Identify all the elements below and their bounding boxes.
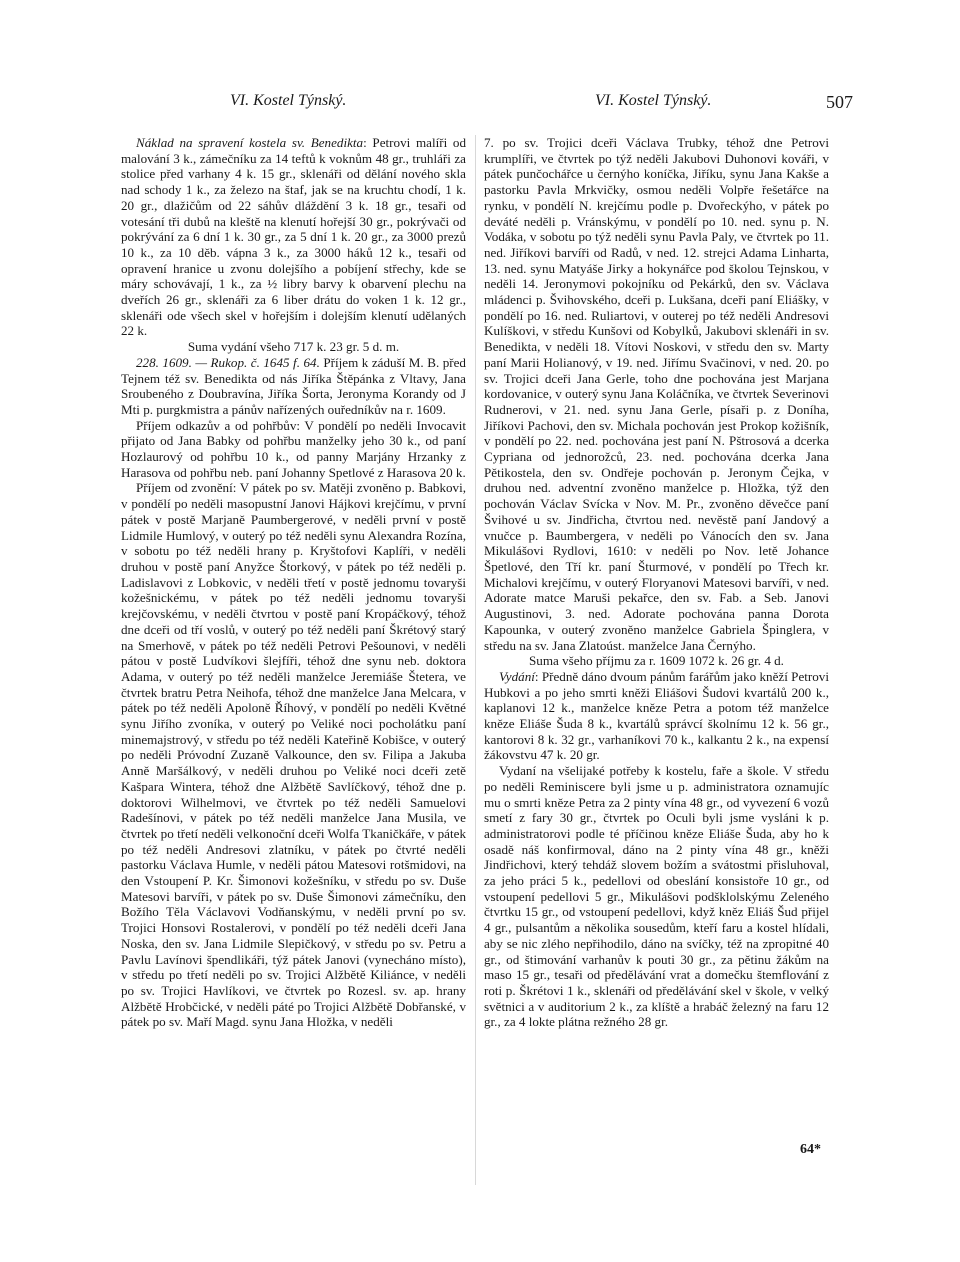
paragraph-text: Vydaní na všelijaké potřeby k kostelu, faře a škole. V středu po neděli Reminiscere byli jsme u p. administratora oznamujíc mu o smrti kněze Petra za 2 pinty vína 48 gr., od vyvezení 6 vozů smetí z fary 30 gr., čtvrtek po Oculi byli jsme vysláni k p. administratorovi podle té příčinou kněze Eliáše Šuda, aby ho k osadě náš konfirmoval, dáno na 2 pinty vína 48 gr., kněži Jindřichovi, který tehdáž slovem božím a svátostmi přisluhoval, za jeho práci 5 k., pedellovi od obeslání konsistoře 10 gr., od vstoupení pedellovi 5 gr., Mikulášovi podšklolskýmu Zeleného čtvrtku 15 gr., od vstoupení pedellovi, když kněz Eliáš Šud přijel 4 gr., pulsantům a několika sousedům, kteří faru a kostel hlídali, aby se nic zlého nepřihodilo, dáno na svíčky, též na zpropitné 40 gr., od štimování varhanův k pouti 30 gr., za pětinu žákům na maso 15 gr., tesaři od předělávání vrat a domečku štemflování z roti p. Škrétovi 1 k., sklenáři od předělávání skel v škole, v velký světnici a v auditorium 2 k., za klíště a hrabáč železný na faru 12 gr., za 4 lokte plátna režného 28 gr. — [484, 763, 829, 1030]
paragraph-text: : V pondělí po neděli Invocavit přijato od Jana Babky od pohřbu manželky jeho 30 k., od paní Hozlaurový od pohřbu 10 k., od panny Marjány Hrzanky z Harasova od pohřbu neb. paní Johanny Spetlové z Harasova 20 k. — [121, 417, 466, 480]
paragraph — [484, 763, 829, 1030]
paragraph-text: 7. po sv. Trojici dceři Václava Trubky, téhož dne Petrovi krumplíři, ve čtvrtek po týž neděli Jakubovi Duhonovi kováři, v pátek punčochářce u černýho koníčka, Jiříku, synu Jana Kakše a pastorku Pavla Mrkvičky, osmou neděli Volpře řešetářce na rynku, v pondělí N. krejčímu podle p. Dvořeckýho, v pátek po deváté neděli p. Vránskýmu, v pondělí po 10. ned. synu p. N. Vodáka, v sobotu po týž neděli synu Pavla Paly, ve čtvrtek po 11. ned. Jiříkovi barvíři od Radů, v ned. 12. strejci Adama Linharta, 13. ned. synu Matyáše Jirky a hokynářce pod školou Tejnskou, v neděli 14. Jeronymovi pokojníku od Pekárků, den sv. Václava mládenci p. Švihovského, dceři p. Lukšana, dceři paní Eliášky, v pondělí po 16. ned. Ruliartovi, v outerej po též neděli Andresovi Kulíškovi, v středu Kunšovi od Kobylků, Jakubovi sklenáři in sv. Benedikta, v neděli 18. Vítovi Noskovi, v středu den sv. Marty paní Marii Holianový, v 19. ned. Jiřímu Svačinovi, v ned. 20. po sv. Trojici dceři Jana Gerle, toho dne pochována jest Marjana kordovanice, v outerý synu Jana Koláčníka, ve čtvrtek Severinovi Rudnerovi, v 21. ned. synu Jana Gerle, písaři p. z Doníha, Jiříkovi Pachovi, den sv. Michala pochován jest Prokop kožišník, v pondělí po 22. ned. pochována jest paní N. Pštrosová a dcerka Cypriana od jednorožců, 23. ned. pochována dcerka Jana Pětikostela, den sv. Ondřeje pochován p. Jeronym Čejka, v druhou ned. adventní zvoněno manželce p. Hložka, týž den pochován Václav Svícka v Nov. M. Pr., zvoněno děvečce paní Švihové u sv. Jindřicha, čtvrtou ned. nevěstě paní Jandový a vnučce p. Baumbergera, v neděli po Vánocích den sv. Jana Mikulášovi Rydlovi, 1610: v neděli po Nov. letě Johance Špetlové, den Tří kr. paní Šturmové, v pondělí po Třech kr. Michalovi krejčímu, v outerý Floryanovi Matesovi barvíři, v ned. Adorate matce Maruši pekařce, den sv. Fab. a Seb. Janovi Augustinovi, 3. ned. Adorate pochována panna Dorota Kapounka, v outerý zvoněno manželce Gabriela Špinglera, v středu na sv. Jana Zlatoúst. manželce Jana Černýho. — [484, 135, 829, 653]
running-title-right: VI. Kostel Týnský. — [595, 92, 712, 109]
paragraph-lead: Náklad na spravení kostela sv. Benedikta — [136, 135, 364, 150]
paragraph-text: Suma všeho příjmu za r. 1609 1072 k. 26 gr. 4 d. — [529, 653, 784, 669]
paragraph-sum — [484, 653, 829, 669]
signature-mark: 64* — [800, 1142, 821, 1157]
paragraph-lead: Vydání — [499, 668, 535, 684]
paragraph-text: : Předně dáno dvoum pánům farářům jako kněží Petrovi Hubkovi a po jeho smrti kněži Eliášovi Šudovi kvartálů 200 k., kaplanovi 12 k., manželce kněze Petra a potom též manželce kněze Eliáše Šuda 8 k., kvartálů správcí školnímu 12 k. 56 gr., kantorovi 8 k. 32 gr., varhaníkovi 70 k., kalkantu 2 k., na expensí žákovstvu 47 k. 20 gr. — [484, 668, 829, 763]
paragraph — [484, 669, 829, 763]
left-column — [121, 135, 466, 1030]
page-number: 507 — [826, 92, 853, 112]
paragraph-text: Suma vydání všeho 717 k. 23 gr. 5 d. m. — [187, 339, 400, 355]
paragraph — [121, 480, 466, 1030]
paragraph-sum — [121, 339, 466, 355]
paragraph-lead: 228. 1609. — Rukop. č. 1645 f. 64. — [136, 354, 320, 370]
column-divider — [475, 135, 476, 1185]
running-title-left: VI. Kostel Týnský. — [230, 92, 347, 109]
right-column — [484, 135, 829, 1030]
running-header — [0, 92, 960, 122]
paragraph-lead: Příjem od zvonění — [136, 480, 233, 496]
paragraph-text: : Petrovi malíři od malování 3 k., zámečníku za 14 teftů k voknům 48 gr., truhláři za stolice před varhany 4 k. 15 gr., sklenáři od dělání nového skla nad schody 1 k., za železo na štaf, jak se na kruchtu chodí, 1 k. 20 gr., dlažičům od 22 sáhův dláždění 3 k. 18 gr., tesaři od votesání tři dubů na kleště na klenutí hořejší 30 gr., pokrývači od pokrývání za 6 dní 1 k. 30 gr., za 5 dní 1 k. 20 gr., za 3000 prezů 10 k., za 10 děb. vápna 3 k., za 3000 háků 12 k., tesaři od opravení hranice u zvonu dolejšího a pobíjení střechy, kde se máry schovávají, 1 k., za ½ libry barvy k obarvení plechu na dveřích 26 gr., sklenáři za 6 liber drátu do voken 1 k. 12 gr., sklenáři ode všech skel v hořejším i dolejším klenutí udělaných 22 k. — [121, 135, 466, 339]
paragraph-text: Příjem k záduší M. B. před Tejnem též sv. Benedikta od nás Jiříka Štěpánka z Vltavy, Jana Sroubeného z Doubravína, Jiříka Šorta, Jeronyma Korandy od J Mti p. purgkmistra a pánův nařízených ouředníkův na r. 1609. — [121, 354, 466, 417]
paragraph — [121, 135, 466, 339]
paragraph — [121, 355, 466, 418]
paragraph — [484, 135, 829, 653]
paragraph — [121, 418, 466, 481]
paragraph-lead: Příjem odkazův a od pohřbův — [136, 417, 297, 433]
paragraph-text: : V pátek po sv. Matěji zvoněno p. Babkovi, v pondělí po neděli masopustní Janovi Hájkovi krejčímu, v první pátek v postě Marjaně Paumbergerové, v neděli první v postě Lidmile Humlový, v outerý po též neděli synu Alexandra Rozína, v sobotu po též neděli hrany p. Kryštofovi Kaplíři, v neděli druhou v postě paní Anyžce Štorkový, v pátek po též neděli p. Ladislavovi z Lobkovic, v neděli třetí v postě jednomu tovaryši kožešnickému, v pátek po též neděli jednomu tovaryši krejčovskému, v neděli čtvrtou v postě paní Kropáčkový, téhož dne dceři od tří voslů, v outerý po též neděli paní Škrétový starý na Smerhově, v pátek po též neděli Petrovi Pešounovi, v neděli pátou v postě Ludvíkovi šlejfíři, téhož dne synu neb. doktora Adama, v outerý po též neděli manželce Jeremiáše Štetera, ve čtvrtek bratru Petra Neihofa, téhož dne manželce Jana Melcara, v pátek po též neděli Apoloně Říhový, v pondělí po neděli Květné synu Jiřího zvoníka, v outerý po Veliké noci pocholátku paní minemajstrový, v středu po též neděli Kateřině Kobišce, v outerý po neděli Próvodní Zuzaně Valkounce, den sv. Filipa a Jakuba Anně Maršálkový, v neděli druhou po Veliké noci dceři zetě Kašpara Wintera, téhož dne Alžbětě Savlíčkový, téhož dne p. doktorovi Wilhelmovi, ve čtvrtek po též neděli Samuelovi Radešínovi, v pátek po též neděli manželce Jana Musila, ve čtvrtek po třetí neděli velkonoční dceři Wolfa Tkaničkáře, v pátek po též neděli Andresovi zlatníku, v pátek po čtvrté neděli pastorku Václava Humle, v neděli pátou Matesovi rotšmidovi, na den Vstoupení P. Kr. Šimonovi kožešníku, v středu po sv. Duše Matesovi barvíři, v pátek po sv. Duše Šimonovi zámečníku, den Božího Těla Václavovi Vodňanskýmu, v neděli první po sv. Trojici Honsovi Rostalerovi, v pondělí po též neděli dceři Jana Noska, den sv. Jana Lidmile Slepičkový, v středu po sv. Petru a Pavlu Lavínovi špendlikáři, týž pátek Janovi (vynecháno místo), v středu po třetí neděli po sv. Trojici Alžbětě Kiliánce, v neděli po sv. Trojici Havlíkovi, ve čtvrtek po Rozesl. sv. ap. hrany Alžbětě Hrobčické, v neděli páté po Trojici Alžbětě Dobřanské, v pátek po sv. Maří Magd. synu Jana Hložka, v neděli — [121, 480, 466, 1030]
